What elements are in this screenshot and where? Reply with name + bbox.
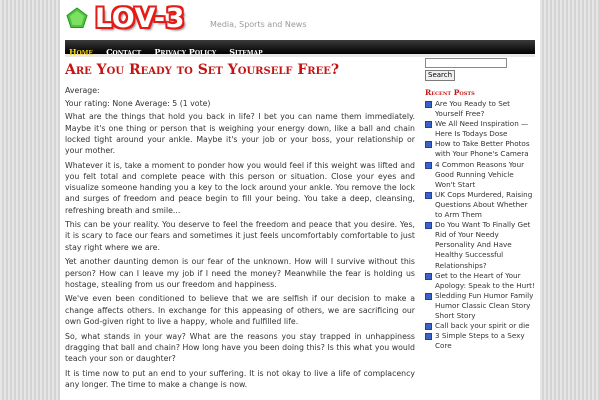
nav-home[interactable]: Home — [69, 47, 93, 57]
post-paragraph: Whatever it is, take a moment to ponder how you would feel if this weight was lifted and you felt total and complete peace with this person or situation. Close your eyes and visualize someone handing you a key to the lock around your ankle. You remove the lock and surges of freedom and peace begin to fill your being. You take a deep, cleansing, refreshing breath and smile... — [65, 160, 415, 215]
square-bullet-icon — [425, 323, 432, 330]
square-bullet-icon — [425, 141, 432, 148]
main-navigation — [65, 40, 535, 57]
square-bullet-icon — [425, 293, 432, 300]
recent-post-link[interactable] — [425, 99, 535, 119]
search-button[interactable]: Search — [425, 70, 455, 81]
recent-post-link[interactable] — [425, 119, 535, 139]
recent-post-title[interactable]: How to Take Better Photos with Your Phone's Camera — [435, 139, 530, 159]
recent-post-title[interactable]: Get to the Heart of Your Apology: Speak to the Hurt! — [435, 270, 535, 290]
recent-post-title[interactable]: 4 Common Reasons Your Good Running Vehicle Won't Start — [435, 159, 525, 189]
square-bullet-icon — [425, 273, 432, 280]
post-paragraph: It is time now to put an end to your suffering. It is not okay to live a life of complacency any longer. The time to make a change is now. — [65, 368, 415, 389]
nav-contact[interactable]: Contact — [106, 47, 142, 57]
recent-post-link[interactable] — [425, 190, 535, 220]
recent-post-title[interactable]: Are You Ready to Set Yourself Free? — [435, 99, 510, 119]
main-content — [65, 62, 415, 394]
square-bullet-icon — [425, 162, 432, 169]
post-title[interactable]: Are You Ready to Set Yourself Free? — [65, 62, 340, 78]
recent-posts-list — [425, 99, 535, 351]
recent-post-link[interactable] — [425, 220, 535, 270]
post-paragraph: Yet another daunting demon is our fear of the unknown. How will I survive without this person? How can I leave my job if I need the money? Meanwhile the fear is holding us hostage, stealing from us our freedom and happiness. — [65, 257, 415, 289]
page-container — [60, 0, 540, 400]
pentagon-logo-icon[interactable] — [66, 7, 88, 29]
square-bullet-icon — [425, 101, 432, 108]
nav-sitemap[interactable]: Sitemap — [229, 47, 263, 57]
recent-post-title[interactable]: Sledding Fun Humor Family Humor Classic Clean Story Short Story — [435, 290, 534, 320]
recent-post-link[interactable] — [425, 331, 535, 351]
nav-privacy-policy[interactable]: Privacy Policy — [154, 47, 217, 57]
square-bullet-icon — [425, 121, 432, 128]
site-header — [60, 0, 540, 40]
square-bullet-icon — [425, 333, 432, 340]
recent-post-link[interactable] — [425, 139, 535, 159]
recent-post-link[interactable] — [425, 321, 535, 331]
recent-post-title[interactable]: UK Cops Murdered, Raising Questions About Whether to Arm Them — [435, 189, 533, 220]
sidebar — [425, 58, 535, 351]
recent-post-title[interactable]: Do You Want To Finally Get Rid of Your Needy Personality And Have Healthy Successful Relationships? — [435, 220, 531, 270]
recent-post-link[interactable] — [425, 271, 535, 291]
post-paragraph: We've even been conditioned to believe that we are selfish if our decision to make a change affects others. In exchange for this appeasing of others, we are sacrificing our own God-given right to live a happy, whole and fulfilled life. — [65, 294, 415, 326]
post-paragraph: This can be your reality. You deserve to feel the freedom and peace that you desire. Yes, it is scary to face our fears and sometimes it just feels uncomfortably comfortable to just stay right where we are. — [65, 220, 415, 252]
site-logo[interactable]: LOV-3 — [95, 3, 185, 34]
recent-post-title[interactable]: Call back your spirit or die — [435, 321, 530, 331]
post-paragraph: What are the things that hold you back in life? I bet you can name them immediately. Maybe it's one thing or person that is weighing your energy down, like a ball and chain locked tight around your ankle. Maybe it's your job or your boss, your relationship or your mother. — [65, 112, 415, 156]
recent-post-title[interactable]: We All Need Inspiration — Here Is Todays Dose — [435, 119, 529, 139]
recent-posts-heading: Recent Posts — [425, 88, 475, 97]
recent-post-link[interactable] — [425, 160, 535, 190]
search-input[interactable] — [425, 58, 507, 68]
site-tagline: Media, Sports and News — [210, 20, 307, 29]
recent-post-title[interactable]: 3 Simple Steps to a Sexy Core — [435, 331, 525, 351]
rating-text: Your rating: None Average: 5 (1 vote) — [65, 99, 211, 109]
post-paragraph: So, what stands in your way? What are the reasons you stay trapped in unhappiness dragging that ball and chain? How long have you been doing this? Is this what you would teach your son or daughter? — [65, 331, 415, 363]
square-bullet-icon — [425, 192, 432, 199]
recent-post-link[interactable] — [425, 291, 535, 321]
average-label: Average: — [65, 86, 100, 95]
square-bullet-icon — [425, 222, 432, 229]
